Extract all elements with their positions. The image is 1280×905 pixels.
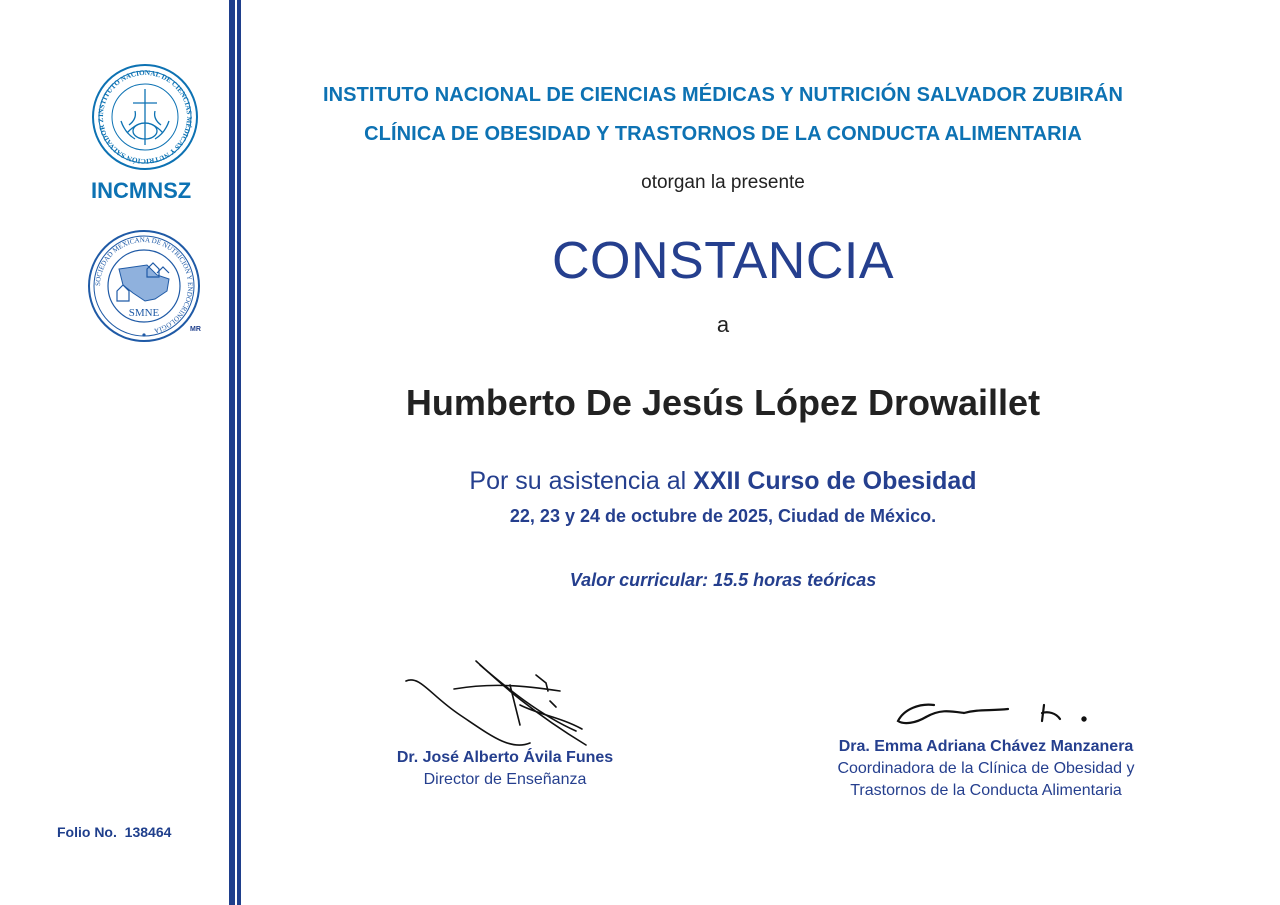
left-signer-role: Director de Enseñanza — [423, 771, 587, 788]
institution-title: INSTITUTO NACIONAL DE CIENCIAS MÉDICAS Y NUTRICIÓN SALVADOR ZUBIRÁN — [322, 84, 1124, 106]
svg-text:INSTITUTO NACIONAL DE CIENCIAS: INSTITUTO NACIONAL DE CIENCIAS MÉDICAS Y NUTRICIÓN SALVADOR Z — [96, 68, 194, 166]
attendance-prefix: Por su asistencia al — [469, 467, 687, 495]
smne-trademark: MR — [190, 326, 201, 333]
right-signature-scribble — [890, 695, 1100, 735]
certificate-title: CONSTANCIA — [551, 232, 895, 290]
folio-number: 138464 — [124, 824, 172, 840]
curricular-value: Valor curricular: 15.5 horas teóricas — [569, 570, 877, 590]
left-signer-name: Dr. José Alberto Ávila Funes — [396, 749, 614, 766]
right-signer-name: Dra. Emma Adriana Chávez Manzanera — [838, 738, 1134, 755]
vertical-divider-thick — [229, 0, 235, 905]
course-line — [241, 467, 1205, 496]
recipient-name: Humberto De Jesús López Drowaillet — [405, 382, 1041, 423]
grant-text: otorgan la presente — [641, 172, 805, 193]
dates-location: 22, 23 y 24 de octubre de 2025, Ciudad de México. — [509, 506, 937, 526]
folio — [57, 824, 171, 840]
folio-label: Folio No. — [57, 824, 117, 840]
left-signature-scribble — [400, 655, 600, 755]
to-word: a — [716, 312, 730, 337]
right-signer-role-line2: Trastornos de la Conducta Alimentaria — [850, 782, 1122, 799]
incmnsz-seal — [91, 63, 199, 171]
right-signer-role-line1: Coordinadora de la Clínica de Obesidad y — [837, 760, 1135, 777]
smne-seal — [87, 229, 201, 343]
svg-text:SMNE: SMNE — [128, 307, 160, 319]
clinic-title: CLÍNICA DE OBESIDAD Y TRASTORNOS DE LA CONDUCTA ALIMENTARIA — [364, 123, 1082, 145]
course-name: XXII Curso de Obesidad — [693, 467, 977, 495]
svg-text:SOCIEDAD MEXICANA DE NUTRICIÓN: SOCIEDAD MEXICANA DE NUTRICIÓN Y ENDOCRINOLOGÍA — [93, 235, 195, 335]
incmnsz-label: INCMNSZ — [91, 178, 192, 203]
